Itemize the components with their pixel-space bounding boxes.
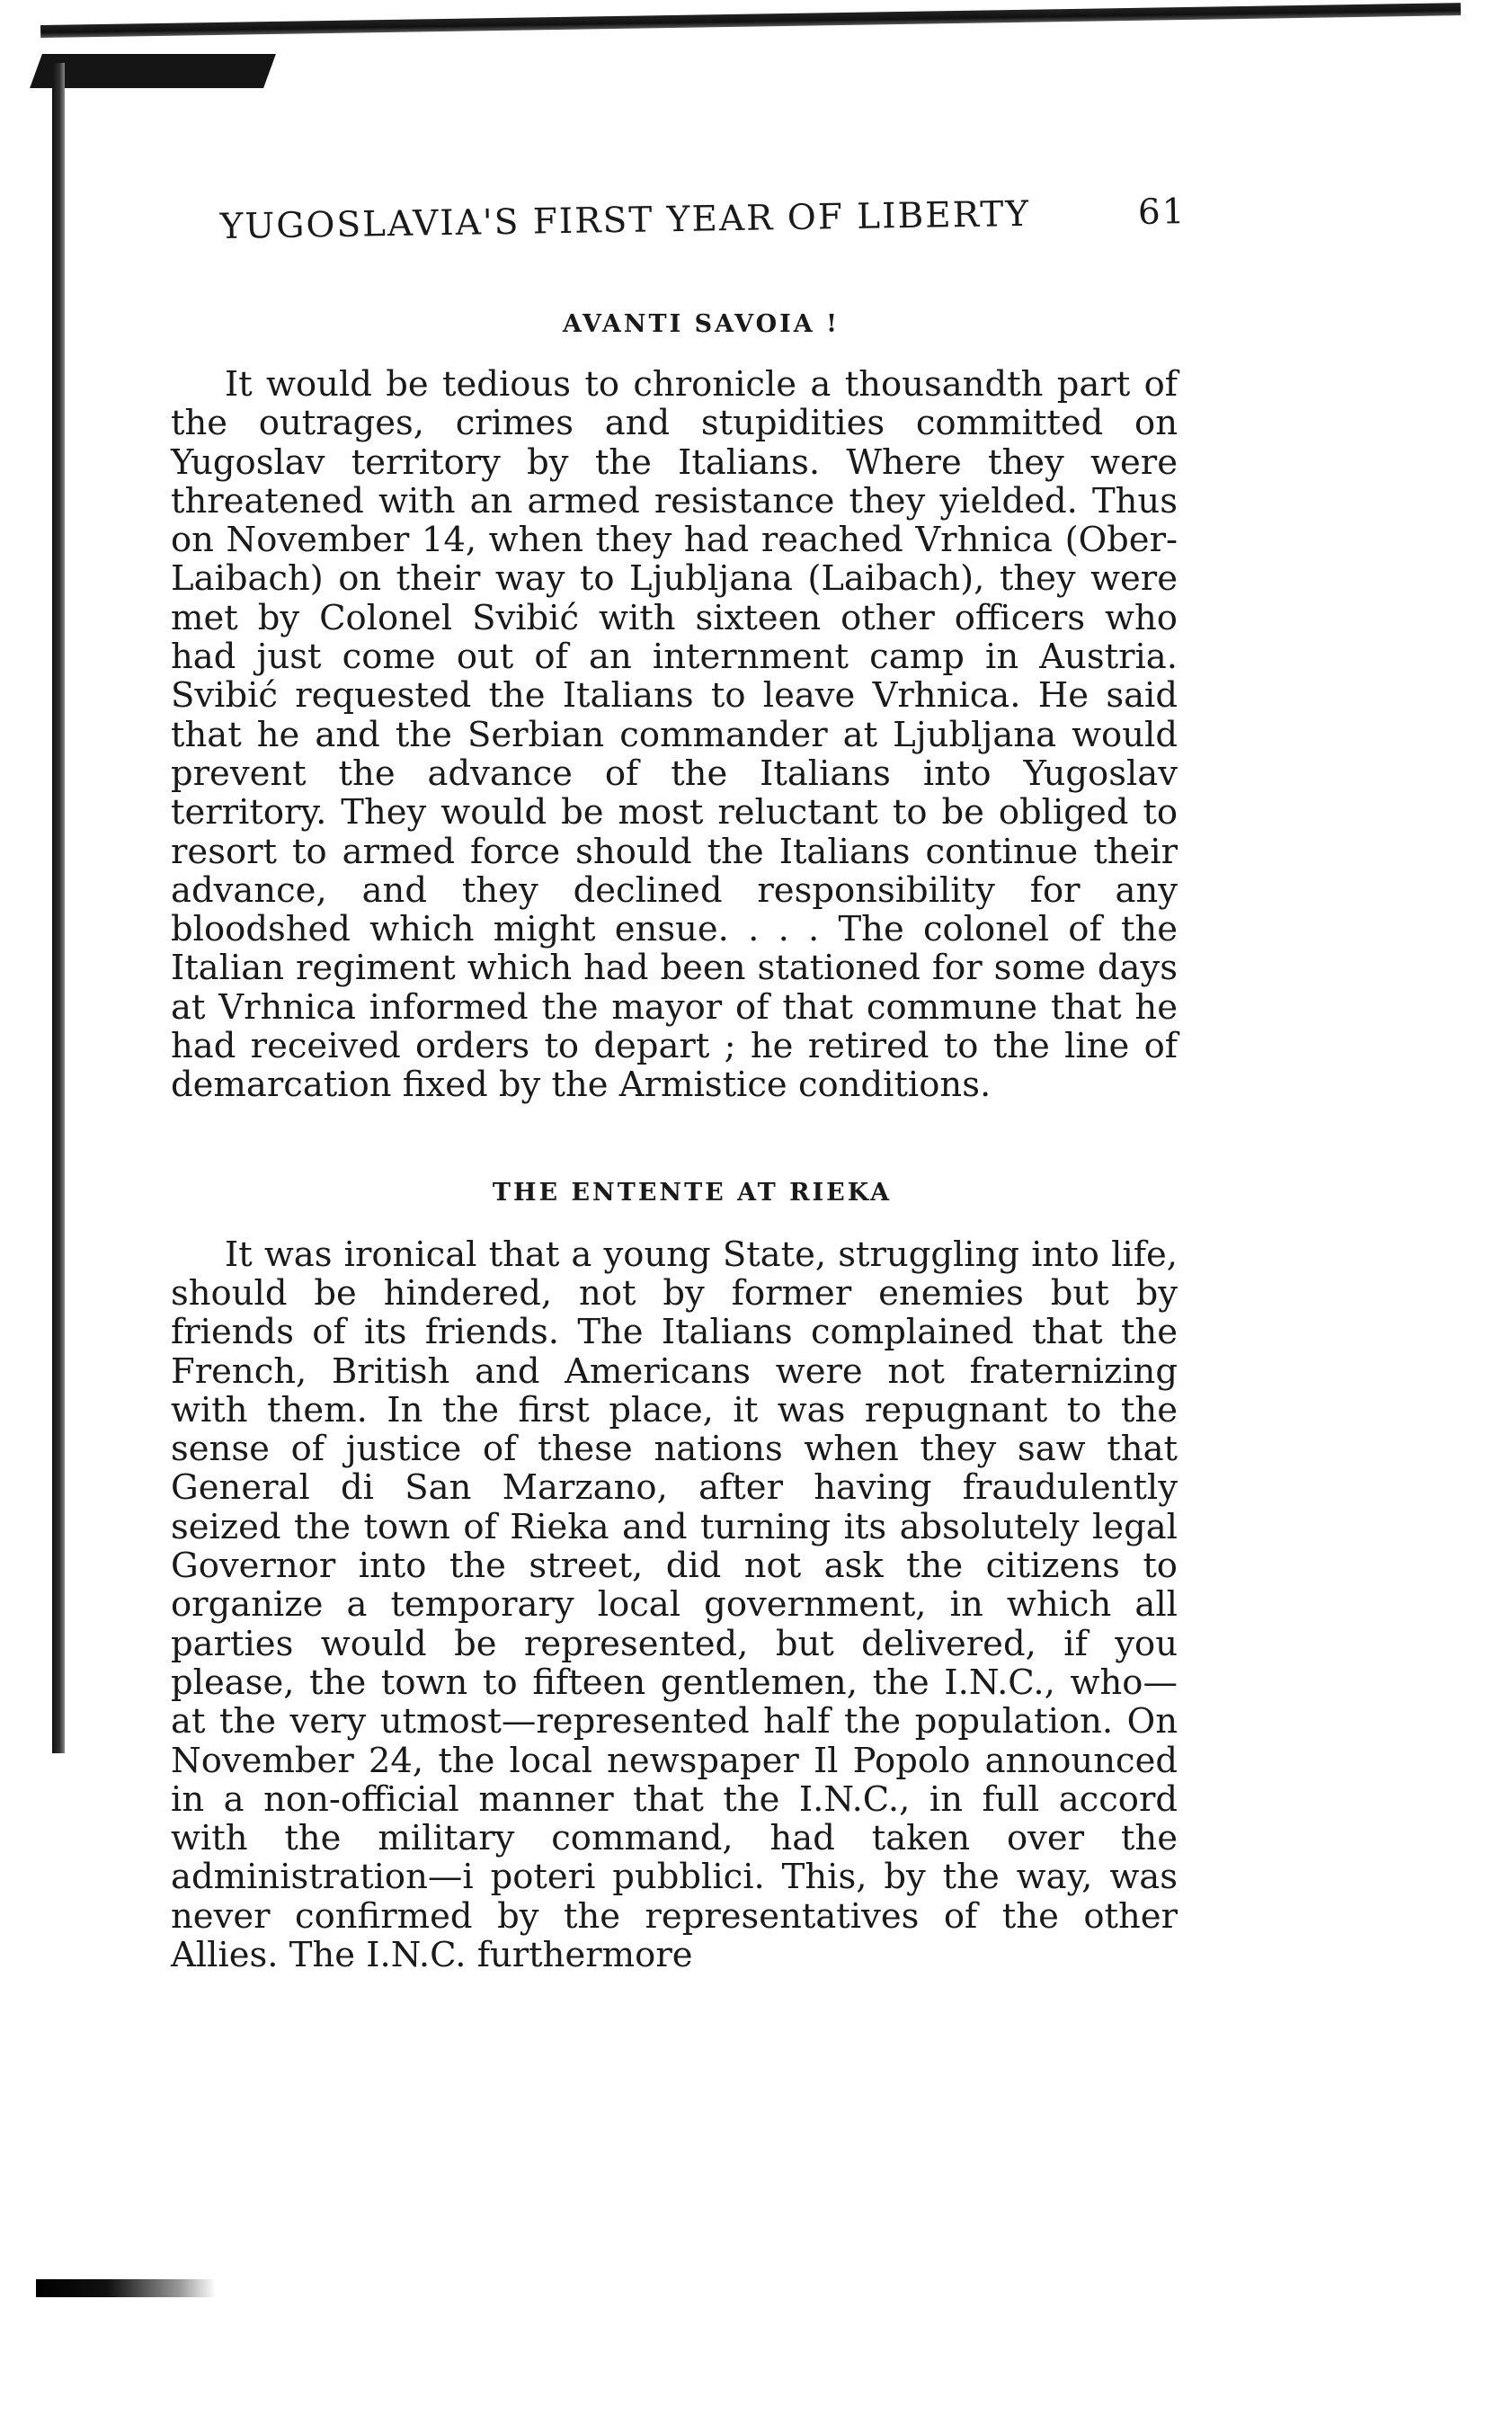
running-head	[219, 192, 1187, 247]
scan-edge-left	[52, 63, 65, 1753]
book-page	[171, 192, 1187, 1975]
paragraph-entente-at-rieka: It was ironical that a young State, struggling into life, should be hindered, not by former enemies but by friends of its friends. The Italians complained that the French, British and Americans were not fraternizing with them. In the first place, it was repugnant to the sense of justice of these nations when they saw that General di San Marzano, after having fraudulently seized the town of Rieka and turning its absolutely legal Governor into the street, did not ask the citizens to organize a temporary local government, in which all parties would be represented, but delivered, if you please, the town to fifteen gentlemen, the I.N.C., who—at the very utmost—represented half the population. On November 24, the local newspaper Il Popolo announced in a non-official manner that the I.N.C., in full accord with the military command, had taken over the administration—i poteri pubblici. This, by the way, was never confirmed by the representatives of the other Allies. The I.N.C. furthermore	[171, 1234, 1178, 1975]
section-title-avanti-savoia: AVANTI SAVOIA !	[563, 310, 840, 338]
scan-edge-mark	[36, 2279, 216, 2297]
page-number: 61	[1137, 192, 1187, 233]
section-title-entente-at-rieka: THE ENTENTE AT RIEKA	[492, 1178, 893, 1207]
scan-edge-top	[40, 3, 1461, 38]
running-title: YUGOSLAVIA'S FIRST YEAR OF LIBERTY	[219, 193, 1031, 247]
scan-edge-corner	[30, 54, 276, 88]
paragraph-avanti-savoia: It would be tedious to chronicle a thousandth part of the outrages, crimes and stupidities committed on Yugoslav territory by the Italians. Where they were threatened with an armed resistance they yielded. Thus on November 14, when they had reached Vrhnica (Ober-Laibach) on their way to Ljubljana (Laibach), they were met by Colonel Svibić with sixteen other officers who had just come out of an internment camp in Austria. Svibić requested the Italians to leave Vrhnica. He said that he and the Serbian commander at Ljubljana would prevent the advance of the Italians into Yugoslav territory. They would be most reluctant to be obliged to resort to armed force should the Italians continue their advance, and they declined responsibility for any bloodshed which might ensue. . . . The colonel of the Italian regiment which had been stationed for some days at Vrhnica informed the mayor of that commune that he had received orders to depart ; he retired to the line of demarcation fixed by the Armistice conditions.	[171, 364, 1178, 1106]
